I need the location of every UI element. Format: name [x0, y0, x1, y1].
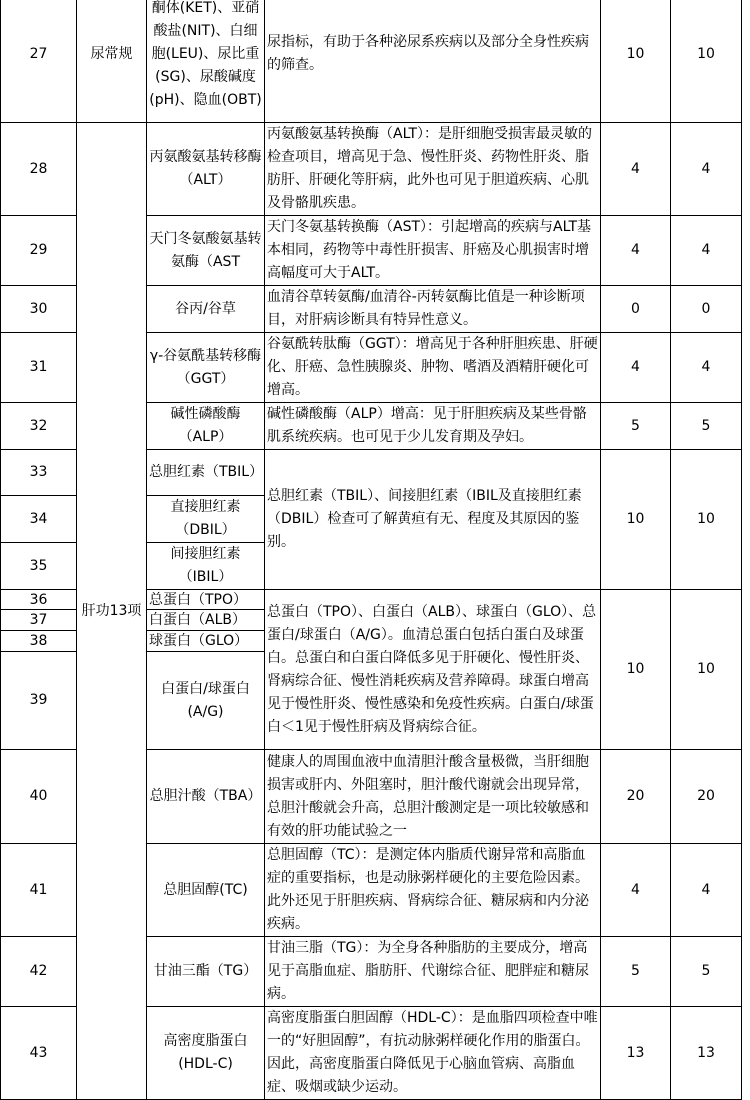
category-cell: 尿常规: [77, 0, 147, 123]
row-number: 43: [1, 1007, 77, 1100]
row-number: 37: [1, 610, 77, 631]
item-name: γ-谷氨酰基转移酶（GGT）: [147, 333, 265, 403]
row-number: 31: [1, 333, 77, 403]
row-number: 38: [1, 631, 77, 652]
value-cell: 10: [671, 590, 742, 750]
value-cell: 10: [601, 590, 671, 750]
item-description: 总胆固醇（TC）：是测定体内脂质代谢异常和高脂血症的重要指标，也是动脉粥样硬化的主要危险因素。此外还见于肝胆疾病、肾病综合征、糖尿病和内分泌疾病。: [265, 844, 601, 937]
item-name: 球蛋白（GLO）: [147, 631, 265, 652]
value-cell: 10: [601, 0, 671, 123]
row-number: 30: [1, 286, 77, 333]
item-description: 尿指标，有助于各种泌尿系疾病以及部分全身性疾病的筛查。: [265, 0, 601, 123]
item-name: 天门冬氨酸氨基转氨酶（AST: [147, 216, 265, 286]
item-name: 碱性磷酸酶（ALP）: [147, 403, 265, 450]
value-cell: 0: [601, 286, 671, 333]
row-number: 41: [1, 844, 77, 937]
value-cell: 4: [671, 123, 742, 216]
value-cell: 10: [601, 450, 671, 590]
item-name: 谷丙/谷草: [147, 286, 265, 333]
item-name: 甘油三酯（TG）: [147, 937, 265, 1007]
value-cell: 4: [671, 216, 742, 286]
item-description: 碱性磷酸酶（ALP）增高：见于肝胆疾病及某些骨骼肌系统疾病。也可见于少儿发育期及孕妇。: [265, 403, 601, 450]
item-name: 白蛋白（ALB）: [147, 610, 265, 631]
item-name: 总胆红素（TBIL）: [147, 450, 265, 496]
item-description: 总蛋白（TPO）、白蛋白（ALB）、球蛋白（GLO）、总蛋白/球蛋白（A/G）。血清总蛋白包括白蛋白及球蛋白。总蛋白和白蛋白降低多见于肝硬化、慢性肝炎、肾病综合征、慢性消耗疾病及营养障碍。球蛋白增高见于慢性肝炎、慢性感染和免疫性疾病。白蛋白/球蛋白＜1见于慢性肝病及肾病综合征。: [265, 590, 601, 750]
value-cell: 4: [601, 333, 671, 403]
row-number: 28: [1, 123, 77, 216]
item-description: 丙氨酸氨基转换酶（ALT）：是肝细胞受损害最灵敏的检查项目，增高见于急、慢性肝炎、药物性肝炎、脂肪肝、肝硬化等肝病，此外也可见于胆道疾病、心肌及骨骼肌疾患。: [265, 123, 601, 216]
row-number: 27: [1, 0, 77, 123]
value-cell: 5: [601, 403, 671, 450]
value-cell: 5: [671, 937, 742, 1007]
value-cell: 5: [601, 937, 671, 1007]
table-row: [1, 0, 742, 123]
category-cell: 肝功13项: [77, 123, 147, 1100]
item-name: 丙氨酸氨基转移酶（ALT）: [147, 123, 265, 216]
value-cell: 13: [601, 1007, 671, 1100]
value-cell: 10: [671, 0, 742, 123]
value-cell: 4: [601, 216, 671, 286]
row-number: 42: [1, 937, 77, 1007]
value-cell: 4: [601, 844, 671, 937]
item-name: 间接胆红素（IBIL）: [147, 543, 265, 590]
row-number: 36: [1, 590, 77, 610]
item-name: 白蛋白/球蛋白(A/G): [147, 652, 265, 750]
item-description: 谷氨酰转肽酶（GGT）：增高见于各种肝胆疾患、肝硬化、肝癌、急性胰腺炎、肿物、嗜酒及酒精肝硬化可增高。: [265, 333, 601, 403]
table-row: [1, 123, 742, 216]
item-name: 总胆固醇(TC): [147, 844, 265, 937]
item-description: 高密度脂蛋白胆固醇（HDL-C）：是血脂四项检查中唯一的“好胆固醇”，有抗动脉粥样硬化作用的脂蛋白。因此，高密度脂蛋白降低见于心脑血管病、高脂血症、吸烟或缺少运动。: [265, 1007, 601, 1100]
value-cell: 0: [671, 286, 742, 333]
item-description: 天门冬氨基转换酶（AST）：引起增高的疾病与ALT基本相同，药物等中毒性肝损害、肝癌及心肌损害时增高幅度可大于ALT。: [265, 216, 601, 286]
row-number: 39: [1, 652, 77, 750]
item-description: 总胆红素（TBIL）、间接胆红素（IBIL及直接胆红素（DBIL）检查可了解黄疸有无、程度及其原因的鉴别。: [265, 450, 601, 590]
value-cell: 20: [601, 750, 671, 844]
row-number: 33: [1, 450, 77, 496]
value-cell: 5: [671, 403, 742, 450]
value-cell: 4: [601, 123, 671, 216]
item-name: 酮体(KET)、亚硝酸盐(NIT)、白细胞(LEU)、尿比重(SG)、尿酸碱度(pH)、隐血(OBT): [147, 0, 265, 123]
item-description: 健康人的周围血液中血清胆汁酸含量极微，当肝细胞损害或肝内、外阻塞时，胆汁酸代谢就会出现异常，总胆汁酸就会升高，总胆汁酸测定是一项比较敏感和有效的肝功能试验之一: [265, 750, 601, 844]
value-cell: 13: [671, 1007, 742, 1100]
row-number: 29: [1, 216, 77, 286]
item-name: 总蛋白（TPO）: [147, 590, 265, 610]
value-cell: 4: [671, 844, 742, 937]
item-name: 总胆汁酸（TBA）: [147, 750, 265, 844]
row-number: 40: [1, 750, 77, 844]
item-name: 高密度脂蛋白(HDL-C): [147, 1007, 265, 1100]
row-number: 35: [1, 543, 77, 590]
value-cell: 10: [671, 450, 742, 590]
value-cell: 4: [671, 333, 742, 403]
item-name: 直接胆红素（DBIL）: [147, 496, 265, 543]
item-description: 血清谷草转氨酶/血清谷-丙转氨酶比值是一种诊断项目，对肝病诊断具有特异性意义。: [265, 286, 601, 333]
row-number: 32: [1, 403, 77, 450]
value-cell: 20: [671, 750, 742, 844]
item-description: 甘油三脂（TG）：为全身各种脂肪的主要成分，增高见于高脂血症、脂肪肝、代谢综合征、肥胖症和糖尿病。: [265, 937, 601, 1007]
row-number: 34: [1, 496, 77, 543]
